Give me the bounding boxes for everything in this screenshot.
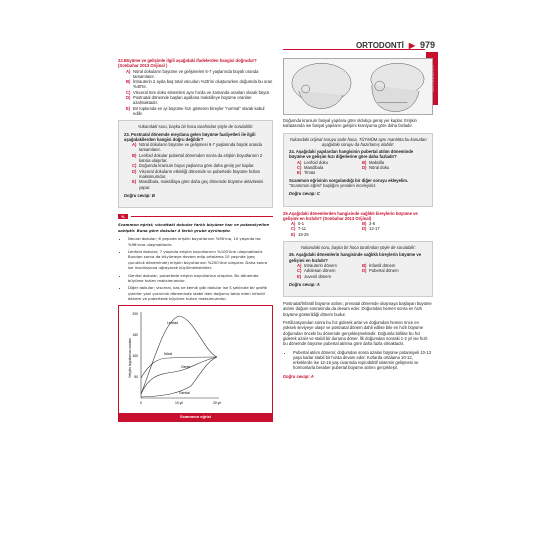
note-rule: [131, 216, 273, 217]
curve-label: Nöral: [164, 351, 173, 356]
option-text: Lenfoid dokular pubertal dönemden sonra da erişkin boyutlarının 2 katına ulaşırlar.: [139, 152, 263, 164]
scammon-item: • Diğer dokular; visceral, kas ve kemik gibi dokular ise S şeklinde bir grafik çizerler yani çocukluk döneminde stabil iken doğumu takip eden infantil dönem ve pubertede büyüme hızları maksimumdur.: [128, 285, 273, 301]
left-column: [118, 58, 273, 422]
answer-option: [297, 170, 362, 175]
arrow-icon: ▶: [408, 40, 415, 50]
question-25-stem: 25.Aşağıdaki dönemlerden hangisinde sağlıklı bireylerin büyüme ve gelişimi en hızlıdır? (Sonbahar 2013 Orijinal): [283, 210, 418, 221]
option-text: Timüs: [304, 170, 316, 176]
answer-option: [362, 226, 433, 231]
option-letter: B): [126, 79, 131, 85]
neural-curve: [141, 357, 217, 378]
answer-option: [362, 170, 427, 175]
answer-option: [291, 232, 362, 237]
option-letter: B): [132, 152, 137, 158]
answer-option: [132, 142, 267, 153]
option-text: Nöral doku: [369, 165, 390, 171]
option-text: Adolesan dönem: [304, 268, 336, 274]
alternate-question-box: [118, 120, 273, 208]
answer-option: [362, 274, 427, 279]
option-letter: D): [362, 226, 367, 232]
scammon-item: • Lenfoid dokular; 7 yaşında erişkin boyutlarının %100'üne ulaşmaktadır. Bundan sonra da büyümeye devam edip ortalama 10 yaşında (geç çocukluk döneminde) erişkin boyutlarının %200'üne ulaşırlar. Daha sonra ise involüsyona uğrayarak küçülmektedirler.: [128, 249, 273, 271]
chart-y-label: Yetişkin boyutlarının oranları: [128, 337, 132, 378]
scammon-curve-chart: [119, 306, 274, 412]
answer-option: [132, 153, 267, 164]
option-text: Mandibula, maksillaya göre daha geç dönemde büyüme aktivitesini yapar.: [139, 179, 264, 190]
option-text: Maksilla: [369, 159, 385, 165]
answer-label: Doğru cevap: A: [289, 281, 320, 287]
option-text: Bir toplumda en iyi büyüme hızı gösteren bireyler "normal" olarak kabul edilir.: [133, 105, 265, 116]
option-text: Visceral dokuların etkinliği dönemde ve pubertede büyüme hızları maksimumdur.: [139, 168, 261, 179]
option-text: Intrauterin dönem: [304, 262, 337, 268]
option-text: 12-17: [369, 226, 380, 232]
option-letter: A): [126, 68, 131, 74]
header-rule: [283, 49, 425, 50]
pubertal-item: • Pubertal atılım dönemi; doğumdan sonra azalan büyüme potansiyeli 10-13 yaşa kadar stabil bir hızda devam eder. Kızlarda ortalama 10-12, erkeklerde ise 12-15 yaş civarında reprodüktif sistemin gelişmesi ve hormonlarla beraber pubertal büyüme atılımı gerçekleşir.: [293, 350, 433, 371]
question-22-stem: 22.Büyüme ve gelişimle ilgili aşağıdaki ifadelerden hangisi doğrudur? (Sonbahar 2013 Orijinal ): [118, 58, 257, 69]
option-letter: B): [362, 159, 367, 165]
figure-caption: Scammon eğrisi: [119, 413, 272, 421]
option-text: İntrauterin 2 ayda baş total vücudun %25'ini oluştururken doğumda bu oran %40'tır.: [133, 79, 273, 90]
option-text: Doğumda kranium boyut yaşlarına göre daha geniş yer kaplar.: [139, 163, 255, 169]
option-text: Mandibula: [304, 165, 324, 171]
option-letter: E): [126, 105, 131, 111]
curve-label: Lenfoid: [167, 320, 179, 325]
answer-option: [132, 169, 267, 180]
answer-option: [126, 79, 273, 90]
box-caption: Yukarıdaki soru, başka bir hoca tarafından şöyle de sorulabilir:: [300, 245, 416, 251]
scammon-item: • Genital dokular; pubertede erişkin boyutlarına ulaşırlar. Bu dönemde büyüme hızları maksimumdur.: [128, 273, 273, 284]
answer-option: [132, 179, 267, 190]
option-text: Pubertal dönem: [369, 268, 399, 274]
alternate-question-box-2: [283, 133, 433, 207]
option-text: Lenfoid doku: [304, 159, 328, 165]
skull-paragraph: Doğumda kranium fasiyal yapılara göre oldukça geniş yer kaplar. Erişkin kafatasında ise fasiyal yapıların gelişimi kraniyuma göre daha fazladır.: [283, 118, 417, 129]
option-letter: [362, 274, 369, 279]
box-caption: Yukarıdaki orijinal soruyu sade hoca, TÜYMÜM aynı mantıkta bu konudan aşağıdaki soruyu da hazırlamış olabilir:: [289, 136, 427, 147]
option-letter: C): [297, 165, 302, 171]
option-letter: A): [297, 262, 302, 268]
answer-option: [297, 274, 362, 279]
adult-skull-image: [358, 59, 432, 114]
option-text: 0-1: [298, 221, 305, 227]
x-tick: 0: [140, 400, 142, 405]
option-letter: D): [362, 165, 367, 171]
option-letter: B): [362, 221, 367, 227]
option-letter: C): [297, 268, 302, 274]
answer-label: Doğru cevap: C: [289, 191, 320, 197]
y-tick: 200: [132, 311, 138, 316]
answer-label: Doğru cevap: B: [124, 192, 155, 198]
lymphoid-curve: [141, 316, 217, 394]
curve-label: Genital: [179, 390, 190, 395]
y-tick: 150: [132, 332, 138, 337]
x-tick: 10 yıl: [174, 400, 184, 405]
option-letter: [362, 170, 369, 175]
option-text: 7-11: [298, 226, 307, 232]
option-letter: E): [132, 179, 137, 185]
header-title: ORTODONTİ: [355, 40, 404, 50]
option-text: 18-25: [298, 231, 309, 237]
postnatal-paragraph: Postnatal/İnfantil büyüme atılımı; prenatal dönemde oluşmaya başlayan büyüme atılımı doğum sonrasında da devam eder. Doğumdan hemen sonra en hızlı büyüme gösterildiği dönem budur.: [283, 301, 432, 317]
answer-option: [126, 106, 273, 117]
pubertal-list: [283, 350, 433, 371]
option-text: İnfantil dönem: [369, 262, 396, 268]
option-letter: D): [132, 168, 137, 174]
option-letter: C): [291, 226, 296, 232]
option-letter: B): [362, 262, 367, 268]
box-caption: Yukarıdaki soru, başka bir hoca tarafından şöyle de sorulabilir:: [137, 124, 254, 130]
note-intro: Scammon eğrisi; vücuttaki dokular farklı büyüme hızı ve potansiyeline sahiptir. Buna göre dokular 4 farklı grube ayrılmıştır.: [118, 222, 270, 233]
option-letter: E): [297, 170, 302, 176]
answer-option: [126, 95, 273, 106]
skull-images: [283, 58, 433, 115]
answer-label: Doğru cevap: A: [283, 373, 314, 379]
option-letter: C): [132, 163, 137, 169]
y-tick: 100: [132, 353, 138, 358]
note-tag: %: [118, 214, 128, 219]
option-letter: A): [132, 142, 137, 148]
y-tick: 50: [134, 374, 138, 379]
option-letter: E): [297, 273, 302, 279]
scammon-figure: [118, 305, 273, 422]
option-letter: A): [297, 159, 302, 165]
option-letter: C): [126, 89, 131, 95]
note-banner: [118, 214, 273, 219]
question-24-stem: 24. Aşağıdaki yapılardan hangisinin pubertal atılım döneminde büyüme ve gelişim hızı diğerlerine göre daha fazladır?: [289, 149, 414, 160]
x-tick: 20 yıl: [212, 400, 222, 405]
curve-label: Genel: [181, 364, 191, 369]
page-number: 979: [419, 40, 435, 50]
option-text: Visceral tüm doku sistemleri aynı hızda ve zamanda oranları olarak büyür.: [133, 89, 271, 95]
option-letter: D): [362, 268, 367, 274]
infant-skull-image: [284, 59, 358, 114]
right-column: [283, 58, 433, 385]
question-22: [118, 58, 273, 116]
option-text: Juvenil dönem: [304, 273, 332, 279]
alternate-question-box-3: [283, 241, 433, 297]
option-letter: E): [291, 231, 296, 237]
question-26-stem: 26. Aşağıdaki dönemlerin hangisinde sağlıklı bireylerin büyüme ve gelişimi en hızlıdır?: [289, 252, 422, 263]
box-note: Scammon eğrisinin sorgulandığı bir diğer soruyu ekleyelim.: [289, 177, 409, 183]
option-text: Nöral dokuların büyüme ve gelişmeleri 6-7 yaşlarında büyük oranda tamamlanır.: [133, 68, 259, 79]
box-note: "Scammon eğrisi" başlığını yeniden inceleyiniz.: [289, 182, 377, 188]
option-letter: D): [126, 95, 131, 101]
scammon-note: [118, 222, 273, 301]
question-23-stem: 23. Postnatal dönemde meydana gelen büyüme faaliyetleri ile ilgili aşağıdakilerden hangisi doğru değildir?: [124, 131, 256, 142]
answer-option: [126, 69, 273, 80]
scammon-item: • Neural dokular; 6 yaşında erişkin boyutlarının %90'ına, 10 yaşında ise %96'sına ulaşmaktadır.: [128, 236, 273, 247]
option-letter: A): [291, 221, 296, 227]
fertilization-paragraph: Fertilizasyondan sonra bu hız giderek artar ve doğumdan hemen önce en yüksek seviyeye ulaşır ve postnatal dönem dahil edilse bile en hızlı büyüme doğumdan önceki bu dönemde gerçekleşmektedir. Doğumla birlikte bu hız giderek azalır ve stabil bir duruma döner. İlk doğumdan sonraki 1-2 yıl ise hızlı bu dönemde büyüme pubertal atılıma göre daha fazla olmaktadır.: [283, 320, 428, 347]
option-text: Nöral dokuların büyüme ve gelişmesi 6-7 yaşlarında büyük oranda tamamlanır.: [139, 142, 262, 153]
option-text: Postnatal dönemde başlan ayallana maksilleye büyüme oranları azalmaktadır.: [133, 95, 252, 106]
option-text: 3-6: [369, 221, 376, 227]
